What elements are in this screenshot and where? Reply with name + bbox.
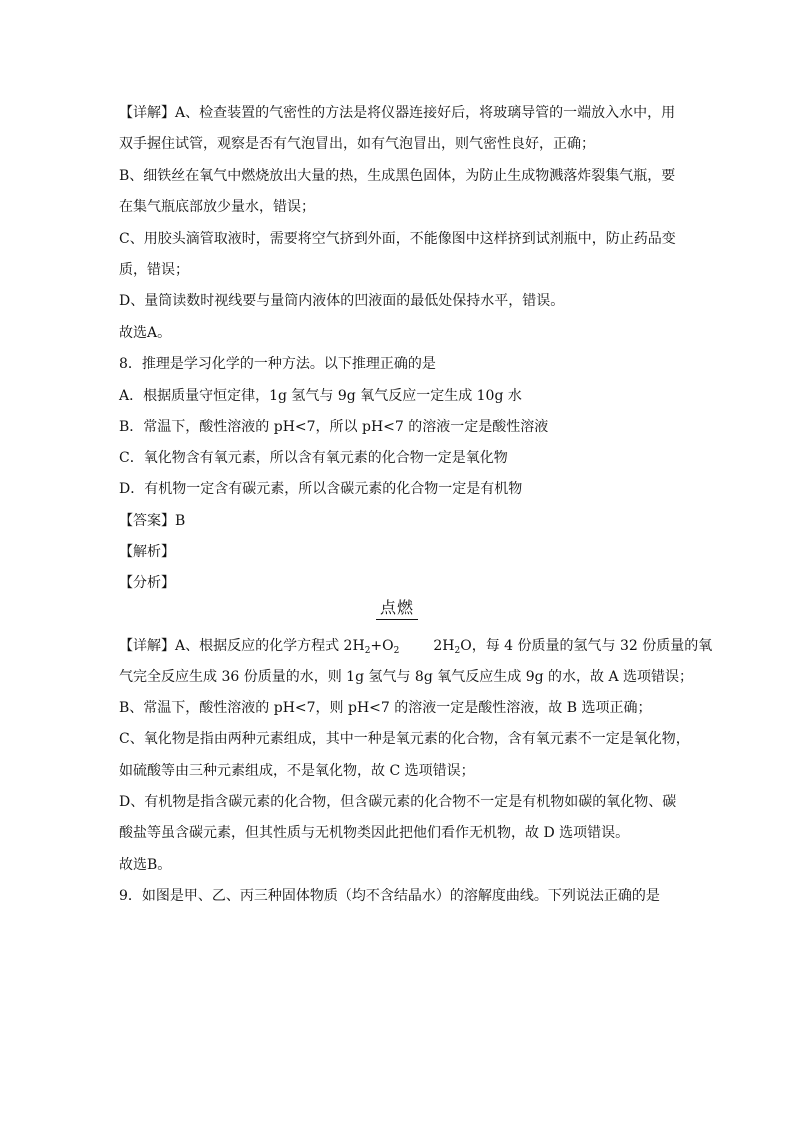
text-line: 如硫酸等由三种元素组成，不是氧化物，故 C 选项错误； — [119, 763, 475, 779]
text-line: 在集气瓶底部放少量水，错误； — [119, 199, 315, 215]
subscript: 2 — [364, 646, 371, 656]
text-line: C、氧化物是指由两种元素组成，其中一种是氧元素的化合物，含有氧元素不一定是氧化物， — [119, 731, 690, 747]
question-9-stem: 9．如图是甲、乙、丙三种固体物质（均不含结晶水）的溶解度曲线。下列说法正确的是 — [119, 888, 660, 904]
text-line: B、细铁丝在氧气中燃烧放出大量的热，生成黑色固体，为防止生成物溅落炸裂集气瓶，要 — [119, 168, 676, 184]
text-line: 双手握住试管，观察是否有气泡冒出，如有气泡冒出，则气密性良好，正确； — [119, 136, 595, 152]
analysis-heading: 【解析】 — [119, 544, 175, 560]
breakdown-heading: 【分析】 — [119, 575, 175, 591]
question-8-option-a: A．根据质量守恒定律，1g 氢气与 9g 氧气反应一定生成 10g 水 — [119, 388, 522, 404]
text-line: D、量筒读数时视线要与量筒内液体的凹液面的最低处保持水平，错误。 — [119, 293, 565, 309]
equation-prefix: 【详解】A、根据反应的化学方程式 2H — [119, 638, 365, 654]
subscript: 2 — [454, 646, 461, 656]
text-line: C、用胶头滴管取液时，需要将空气挤到外面，不能像图中这样挤到试剂瓶中，防止药品变 — [119, 231, 676, 247]
question-8-stem: 8．推理是学习化学的一种方法。以下推理正确的是 — [119, 356, 436, 372]
equation-rest: O，每 4 份质量的氢气与 32 份质量的氧 — [460, 638, 713, 654]
question-8-option-c: C．氧化物含有氧元素，所以含有氧元素的化合物一定是氧化物 — [119, 450, 508, 466]
text-line: B、常温下，酸性溶液的 pH<7，则 pH<7 的溶液一定是酸性溶液，故 B 选项正确； — [119, 700, 652, 716]
equation-product: 2H — [433, 638, 455, 654]
text-line: 气完全反应生成 36 份质量的水，则 1g 氢气与 8g 氧气反应生成 9g 的水，故 A 选项错误； — [119, 669, 694, 685]
text-line: 故选B。 — [119, 857, 172, 873]
text-line: D、有机物是指含碳元素的化合物，但含碳元素的化合物不一定是有机物如碳的氧化物、碳 — [119, 794, 677, 810]
equation-plus: +O — [370, 638, 394, 654]
text-line: 酸盐等虽含碳元素，但其性质与无机物类因此把他们看作无机物，故 D 选项错误。 — [119, 825, 630, 841]
reaction-condition: 点燃 — [376, 598, 418, 620]
text-line: 故选A。 — [119, 325, 172, 341]
question-8-option-b: B．常温下，酸性溶液的 pH<7，所以 pH<7 的溶液一定是酸性溶液 — [119, 419, 549, 435]
subscript: 2 — [393, 646, 400, 656]
text-line: 【详解】A、检查装置的气密性的方法是将仪器连接好后，将玻璃导管的一端放入水中，用 — [119, 105, 676, 121]
equation-line — [119, 636, 712, 658]
text-line: 质，错误； — [119, 262, 189, 278]
answer-heading: 【答案】B — [119, 513, 186, 529]
question-8-option-d: D．有机物一定含有碳元素，所以含碳元素的化合物一定是有机物 — [119, 481, 523, 497]
